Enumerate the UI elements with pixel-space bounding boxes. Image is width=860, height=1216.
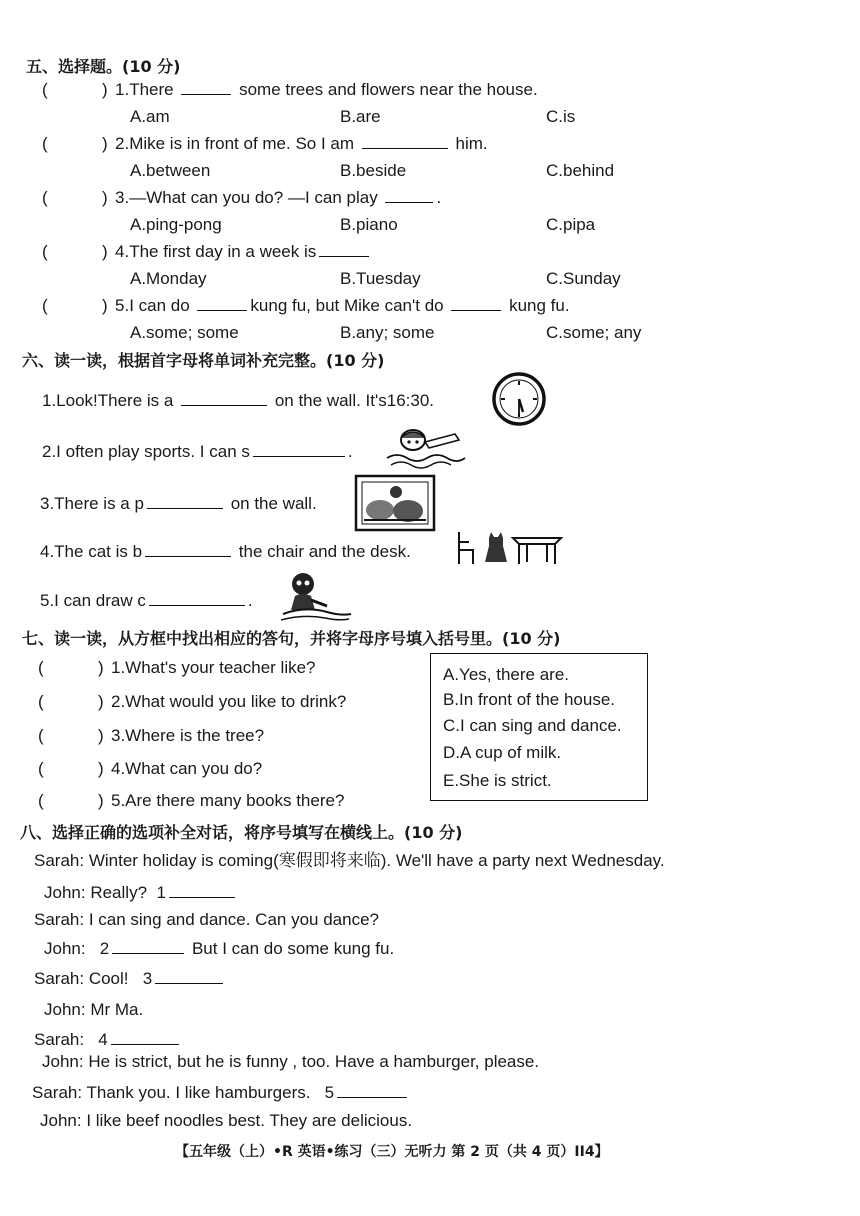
- answer-paren-close: ): [102, 134, 108, 153]
- answer-blank: [385, 201, 433, 203]
- dialogue-line-7: [34, 1030, 182, 1050]
- option-c: C.some; any: [546, 323, 642, 342]
- answer-blank: [362, 147, 448, 149]
- blank-number: 1: [156, 883, 166, 902]
- answer-paren-close: ): [102, 296, 108, 315]
- question-text-end: kung fu.: [509, 296, 570, 315]
- speaker: Sarah:: [34, 851, 85, 870]
- answer-paren-open: (: [42, 296, 48, 315]
- page-footer: 【五年级（上）•R 英语•练习（三）无听力 第 2 页（共 4 页）II4】: [175, 1144, 609, 1160]
- item-text: 4.The cat is b: [40, 542, 143, 561]
- dialogue-line-3: [34, 910, 379, 930]
- section-5-title: 五、选择题。(10 分): [26, 57, 181, 76]
- question-number: 1.: [115, 80, 130, 99]
- speaker: John:: [44, 939, 86, 958]
- dialogue-line-1: [34, 846, 665, 871]
- question-text-end: some trees and flowers near the house.: [239, 80, 538, 99]
- sec6-item-1: [42, 391, 434, 411]
- option-c: C.behind: [546, 161, 615, 180]
- answer-blank: [319, 255, 369, 257]
- line-text: I can sing and dance. Can you dance?: [88, 910, 379, 929]
- sec6-item-5: [40, 591, 253, 611]
- answer-e: E.She is strict.: [443, 771, 552, 790]
- dialogue-line-8: [42, 1052, 539, 1072]
- answer-paren-open: (: [38, 759, 44, 778]
- swimmer-icon: [385, 424, 467, 470]
- option-c: C.is: [546, 107, 576, 126]
- sec6-item-4: [40, 542, 411, 562]
- item-text: 3.There is a p: [40, 494, 144, 513]
- item-text: 5.I can draw c: [40, 591, 146, 610]
- question-number: 3.: [115, 188, 130, 207]
- question-5: 5.Are there many books there?: [111, 791, 345, 810]
- sec6-item-2: [42, 442, 353, 462]
- dialogue-line-5: [34, 969, 226, 989]
- answer-paren-open: (: [38, 726, 44, 745]
- question-text-mid: kung fu, but Mike can't do: [250, 296, 444, 315]
- item-text-end: .: [247, 591, 253, 610]
- blank-number: 3: [142, 969, 153, 988]
- clock-icon: [490, 372, 548, 426]
- section-7-title: 七、读一读，从方框中找出相应的答句，并将字母序号填入括号里。(10 分): [22, 629, 561, 648]
- line-text: Thank you. I like hamburgers.: [86, 1083, 311, 1102]
- speaker: John:: [44, 883, 86, 902]
- speaker: John:: [44, 1000, 86, 1019]
- blank-number: 4: [98, 1030, 108, 1049]
- dialogue-line-9: [32, 1083, 410, 1103]
- answer-paren-open: (: [38, 791, 44, 810]
- speaker: Sarah:: [32, 1083, 83, 1102]
- speaker: Sarah:: [34, 969, 85, 988]
- answer-blank: [169, 896, 235, 898]
- answer-blank: [155, 982, 223, 984]
- option-b: B.Tuesday: [340, 269, 421, 288]
- question-number: 5.: [115, 296, 130, 315]
- line-text: I like beef noodles best. They are delicious.: [86, 1111, 413, 1130]
- option-b: B.beside: [340, 161, 407, 180]
- option-a: A.Monday: [130, 269, 207, 288]
- dialogue-line-2: [44, 883, 238, 903]
- section-8-title: 八、选择正确的选项补全对话，将序号填写在横线上。(10 分): [20, 823, 463, 842]
- question-text: —What can you do? —I can play: [129, 188, 378, 207]
- line-text: Mr Ma.: [90, 1000, 144, 1019]
- answer-a: A.Yes, there are.: [443, 665, 570, 684]
- sec6-item-3: [40, 494, 317, 514]
- speaker: Sarah:: [34, 1030, 85, 1049]
- answer-paren-close: ): [102, 80, 108, 99]
- question-text-end: him.: [455, 134, 488, 153]
- question-number: 2.: [115, 134, 130, 153]
- answer-blank: [253, 455, 345, 457]
- answer-paren-open: (: [38, 692, 44, 711]
- section-6-title: 六、读一读，根据首字母将单词补充完整。(10 分): [22, 351, 385, 370]
- option-a: A.between: [130, 161, 211, 180]
- question-text: There: [129, 80, 174, 99]
- line-text: Cool!: [88, 969, 129, 988]
- option-c: C.pipa: [546, 215, 596, 234]
- answer-blank: [197, 309, 247, 311]
- answer-blank: [112, 952, 184, 954]
- answer-blank: [181, 404, 267, 406]
- dialogue-line-10: [40, 1111, 412, 1131]
- item-text-end: on the wall.: [230, 494, 317, 513]
- cat-chair-desk-icon: [455, 530, 565, 566]
- answer-blank: [149, 604, 245, 606]
- dialogue-line-6: [44, 1000, 143, 1020]
- answer-blank: [111, 1043, 179, 1045]
- line-text: Winter holiday is coming(寒假即将来临). We'll have a party next Wednesday.: [88, 851, 665, 870]
- answer-b: B.In front of the house.: [443, 690, 616, 709]
- blank-number: 5: [324, 1083, 335, 1102]
- answer-d: D.A cup of milk.: [443, 743, 562, 762]
- answer-paren-close: ): [98, 726, 104, 745]
- answer-paren-close: ): [98, 759, 104, 778]
- picture-frame-icon: [354, 474, 436, 532]
- question-number: 4.: [115, 242, 130, 261]
- answer-paren-open: (: [38, 658, 44, 677]
- answer-paren-close: ): [102, 188, 108, 207]
- answer-paren-open: (: [42, 80, 48, 99]
- answer-blank: [451, 309, 501, 311]
- line-text: He is strict, but he is funny , too. Have a hamburger, please.: [88, 1052, 540, 1071]
- answer-paren-open: (: [42, 134, 48, 153]
- blank-number: 2: [99, 939, 110, 958]
- question-4: 4.What can you do?: [111, 759, 263, 778]
- answer-paren-open: (: [42, 242, 48, 261]
- item-text-end: .: [347, 442, 353, 461]
- speaker: Sarah:: [34, 910, 85, 929]
- question-text-end: .: [436, 188, 442, 207]
- question-text: I can do: [129, 296, 190, 315]
- answer-blank: [145, 555, 231, 557]
- option-a: A.ping-pong: [130, 215, 222, 234]
- line-text: But I can do some kung fu.: [191, 939, 395, 958]
- answer-paren-close: ): [98, 791, 104, 810]
- speaker: John:: [40, 1111, 82, 1130]
- answer-paren-open: (: [42, 188, 48, 207]
- option-a: A.some; some: [130, 323, 239, 342]
- dialogue-line-4: [44, 939, 394, 959]
- answer-paren-close: ): [98, 658, 104, 677]
- answer-paren-close: ): [98, 692, 104, 711]
- answer-c: C.I can sing and dance.: [443, 716, 622, 735]
- option-a: A.am: [130, 107, 170, 126]
- option-b: B.any; some: [340, 323, 435, 342]
- line-text: Really?: [90, 883, 148, 902]
- question-text: Mike is in front of me. So I am: [129, 134, 355, 153]
- question-3: 3.Where is the tree?: [111, 726, 265, 745]
- question-text: The first day in a week is: [129, 242, 317, 261]
- answer-paren-close: ): [102, 242, 108, 261]
- option-b: B.piano: [340, 215, 398, 234]
- item-text: 1.Look!There is a: [42, 391, 174, 410]
- question-1: 1.What's your teacher like?: [111, 658, 316, 677]
- item-text: 2.I often play sports. I can s: [42, 442, 250, 461]
- answer-blank: [181, 93, 231, 95]
- item-text-end: on the wall. It's16:30.: [274, 391, 435, 410]
- option-b: B.are: [340, 107, 381, 126]
- child-drawing-icon: [275, 570, 355, 624]
- option-c: C.Sunday: [546, 269, 621, 288]
- answer-blank: [337, 1096, 407, 1098]
- answer-blank: [147, 507, 223, 509]
- item-text-end: the chair and the desk.: [238, 542, 411, 561]
- speaker: John:: [42, 1052, 84, 1071]
- question-2: 2.What would you like to drink?: [111, 692, 347, 711]
